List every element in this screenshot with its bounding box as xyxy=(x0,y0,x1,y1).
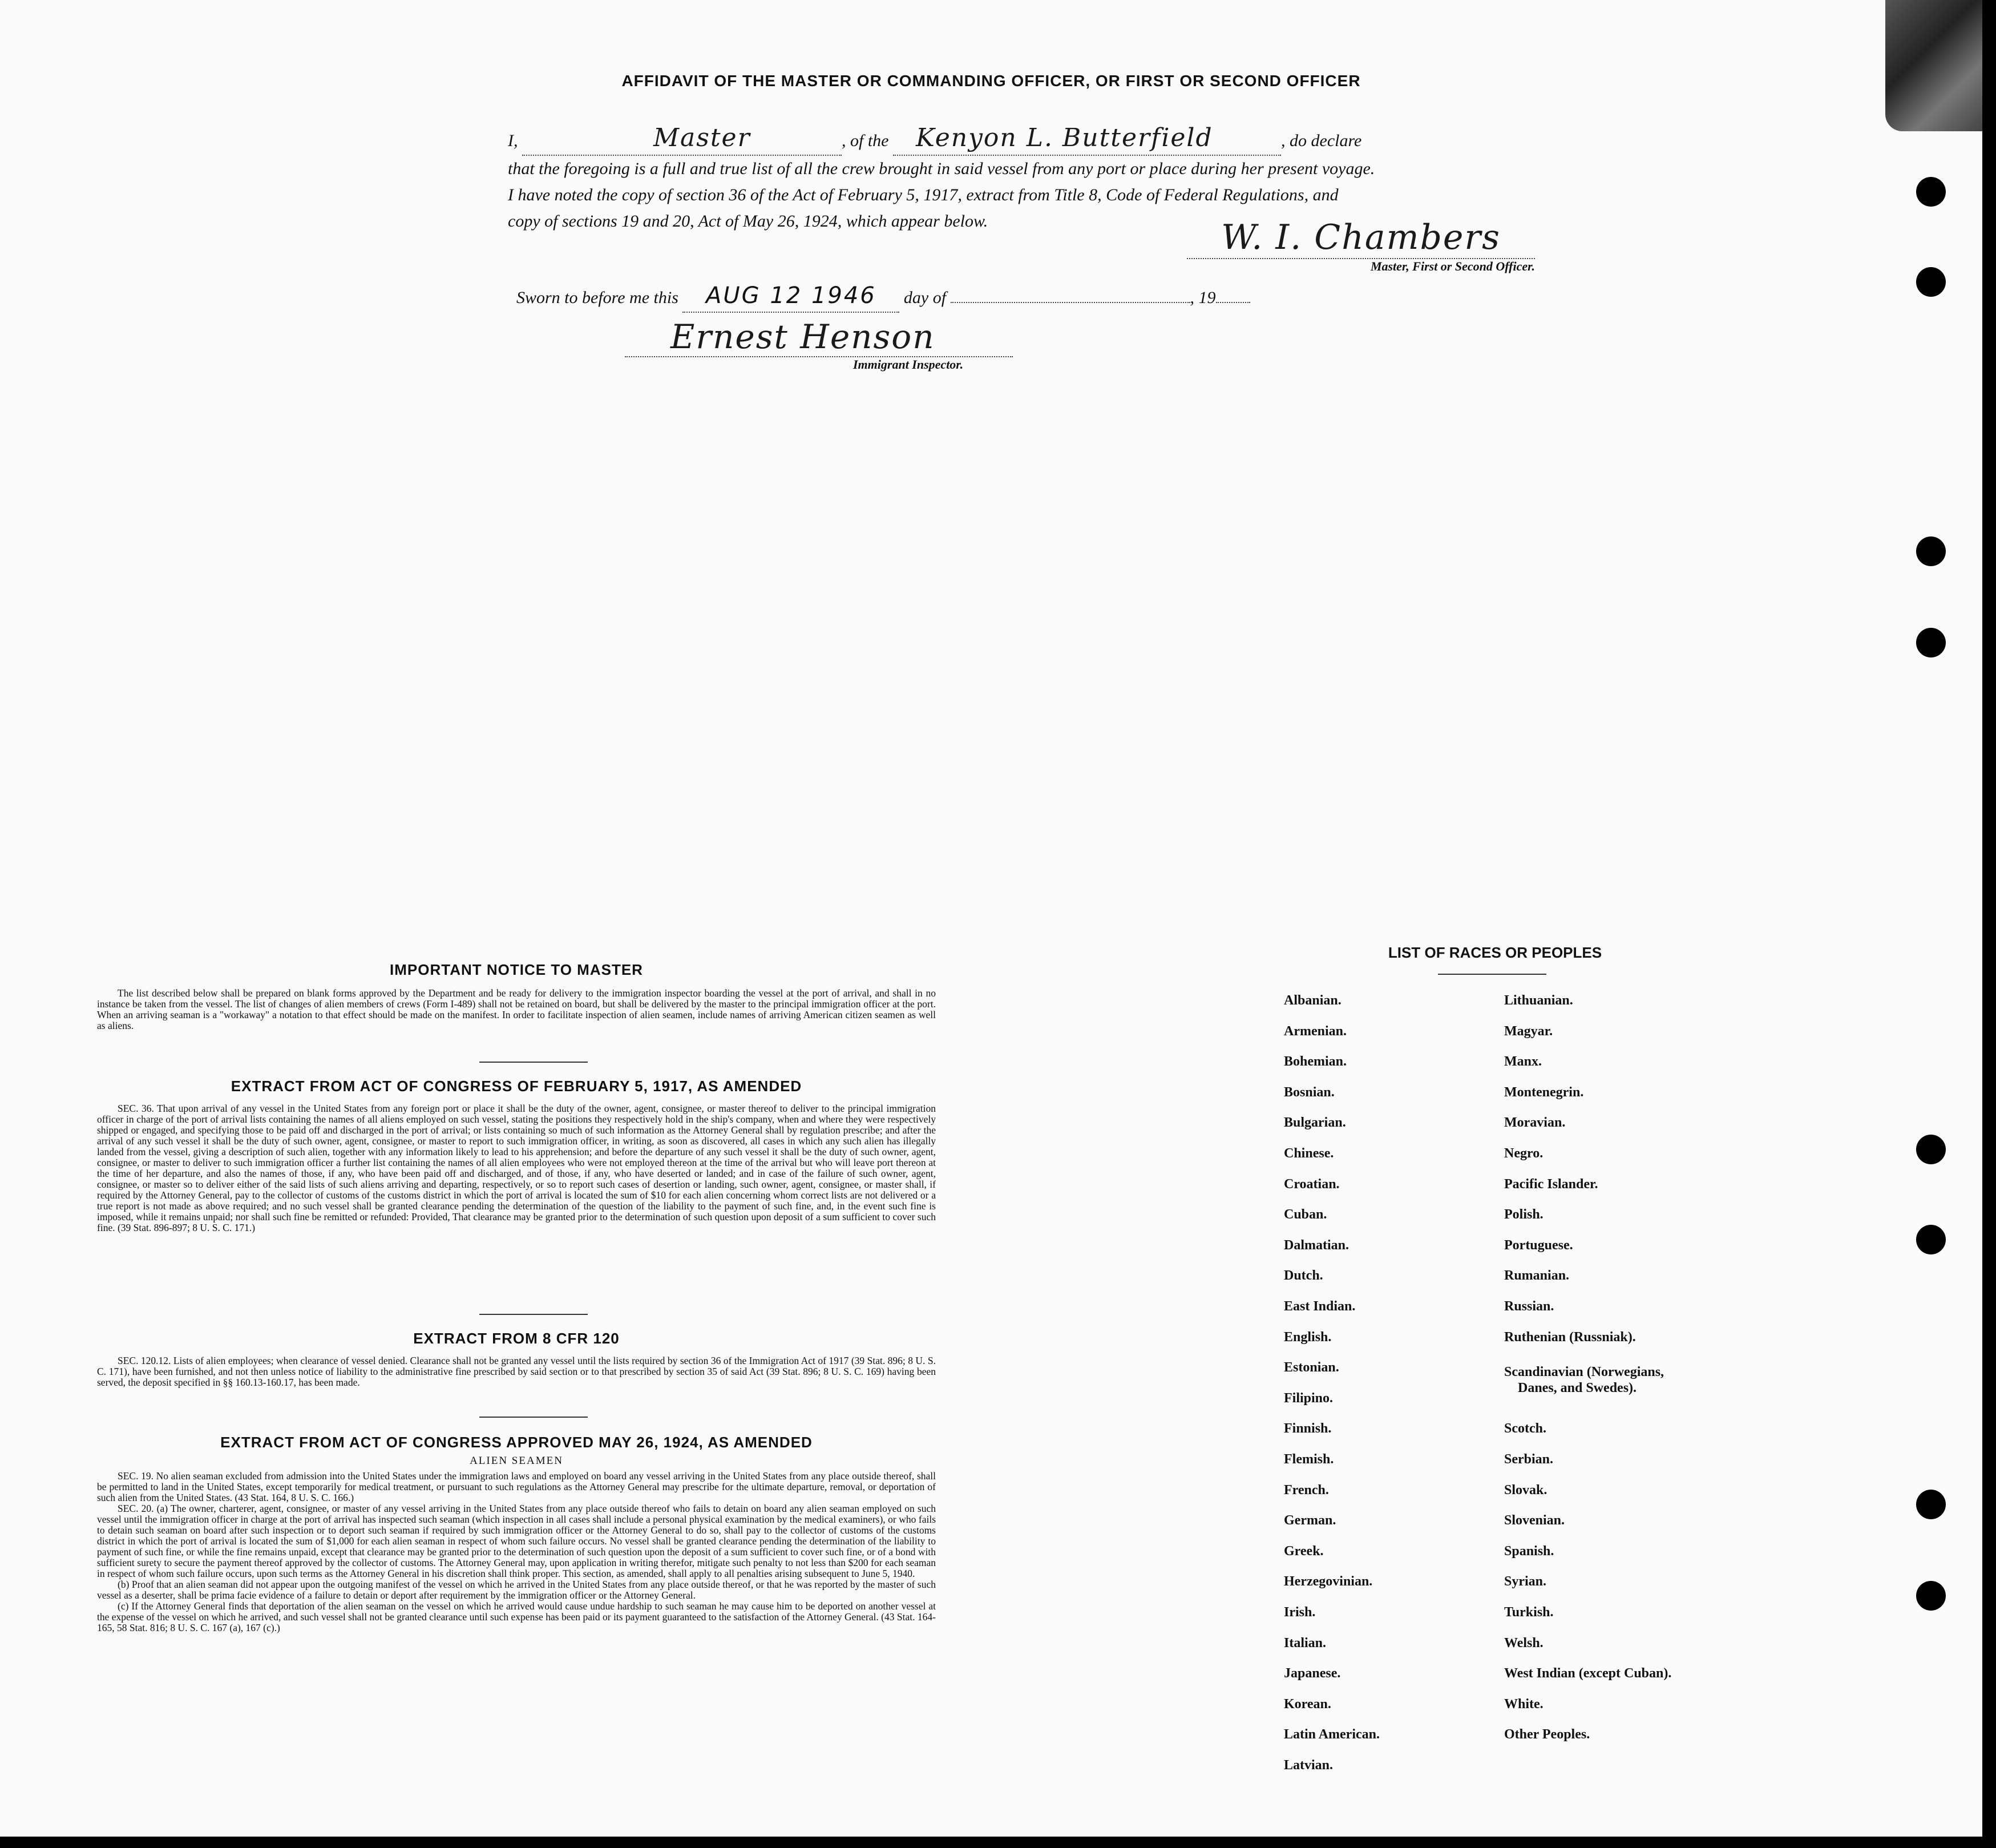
race-item: Latin American. xyxy=(1284,1727,1380,1742)
sworn-year-label: , 19 xyxy=(1190,288,1216,307)
race-item: Greek. xyxy=(1284,1543,1324,1559)
race-item: Cuban. xyxy=(1284,1207,1327,1222)
race-item: Montenegrin. xyxy=(1504,1084,1584,1100)
date-stamp: AUG 12 1946 xyxy=(705,283,876,309)
race-item: West Indian (except Cuban). xyxy=(1504,1666,1672,1681)
race-item: Slovenian. xyxy=(1504,1513,1565,1528)
rank-field xyxy=(522,124,842,156)
extract-1924-section xyxy=(97,1434,936,1633)
extract-1917-text: SEC. 36. That upon arrival of any vessel in the United States from any foreign port or place it shall be the duty of the owner, agent, consignee, or master thereof to deliver to the principal immigration officer in charge of the port of arrival lists containing the names of all aliens employed on such vessel, stating the positions they respectively hold in the ship's company, when and where they were respectively shipped or engaged, and specifying those to be paid off and discharged in the port of arrival; or lists containing so much of such information as the Attorney General shall by regulation prescribe; and after the arrival of any such vessel it shall be the duty of such owner, agent, consignee, or master to report to such immigration officer, in writing, as soon as discovered, all cases in which any such alien has illegally landed from the vessel, giving a description of such alien, together with any information likely to lead to his apprehension; and before the departure of any such vessel it shall be the duty of such owner, agent, consignee, or master to deliver to such immigration officer a further list containing the names of all alien employees who were not employed thereon at the time of the arrival but who will leave port thereon at the time of her departure, and also the names of those, if any, who have been paid off and discharged, and of those, if any, who have deserted or landed; and in case of the failure of such owner, agent, consignee, or master so to deliver either of the said lists of such aliens arriving and departing, respectively, or so to report such cases of desertion or landing, such owner, agent, consignee, or master shall, if required by the Attorney General, pay to the collector of customs of the customs district in which the port of arrival is located the sum of $10 for each alien concerning whom correct lists are not delivered or a true report is not made as above required; and no such vessel shall be granted clearance pending the determination of the question of the liability to the payment of such fine, and, in the event such fine is imposed, while it remains unpaid; nor shall such fine be remitted or refunded: Provided, That clearance may be granted prior to the determination of such question upon deposit of a sum sufficient to cover such fine. (39 Stat. 896-897; 8 U. S. C. 171.) xyxy=(97,1103,936,1233)
extract-1924-title: EXTRACT FROM ACT OF CONGRESS APPROVED MAY 26, 1924, AS AMENDED xyxy=(220,1434,813,1451)
master-signature-block xyxy=(1187,217,1535,274)
race-item: Filipino. xyxy=(1284,1390,1334,1406)
affidavit-line-1 xyxy=(508,124,1552,156)
punch-hole xyxy=(1916,1581,1946,1611)
race-item: Italian. xyxy=(1284,1635,1327,1651)
race-item: Manx. xyxy=(1504,1054,1542,1070)
notice-title: IMPORTANT NOTICE TO MASTER xyxy=(390,961,643,978)
extract-1917-title: EXTRACT FROM ACT OF CONGRESS OF FEBRUARY 5, 1917, AS AMENDED xyxy=(231,1078,802,1095)
master-caption: Master, First or Second Officer. xyxy=(1370,259,1535,273)
race-item: Welsh. xyxy=(1504,1635,1544,1651)
extract-1917-section xyxy=(97,1078,936,1233)
sworn-day-of: day of xyxy=(903,288,947,307)
race-item: Latvian. xyxy=(1284,1758,1334,1773)
race-item: Bosnian. xyxy=(1284,1084,1335,1100)
race-item: Turkish. xyxy=(1504,1605,1554,1620)
race-item: Croatian. xyxy=(1284,1176,1340,1192)
races-title: LIST OF RACES OR PEOPLES xyxy=(1388,944,1602,961)
race-item: Herzegovinian. xyxy=(1284,1574,1373,1589)
race-item: German. xyxy=(1284,1513,1336,1528)
race-item: Danes, and Swedes). xyxy=(1518,1381,1637,1396)
race-item: White. xyxy=(1504,1696,1544,1712)
race-item: Japanese. xyxy=(1284,1666,1341,1681)
race-item: Dalmatian. xyxy=(1284,1237,1349,1253)
inspector-caption: Immigrant Inspector. xyxy=(853,357,964,372)
sworn-month-field xyxy=(951,302,1190,303)
sworn-label: Sworn to before me this xyxy=(516,288,678,307)
race-item: Syrian. xyxy=(1504,1574,1547,1589)
race-item: Bohemian. xyxy=(1284,1054,1347,1070)
affidavit-of-the: , of the xyxy=(842,131,889,150)
race-item: Lithuanian. xyxy=(1504,993,1573,1008)
race-item: Portuguese. xyxy=(1504,1237,1573,1253)
punch-hole xyxy=(1916,536,1946,566)
race-item: Armenian. xyxy=(1284,1023,1347,1039)
race-item: Chinese. xyxy=(1284,1146,1334,1161)
race-item: Polish. xyxy=(1504,1207,1544,1222)
notice-text: The list described below shall be prepared on blank forms approved by the Department and be ready for delivery to the immigration inspector boarding the vessel at the port of arrival, and shall in no instance be taken from the vessel. The list of changes of alien members of crews (Form I-489) shall not be retained on board, but shall be delivered by the master to the principal immigration officer at the port. When an arriving seaman is a "workaway" a notation to that effect should be made on the manifest. In order to facilitate inspection of alien seamen, include names of arriving American citizen seamen as well as aliens. xyxy=(97,987,936,1031)
affidavit-i: I, xyxy=(508,131,518,150)
race-item: French. xyxy=(1284,1482,1329,1498)
affidavit-line-3: I have noted the copy of section 36 of the Act of February 5, 1917, extract from Title 8, Code of Federal Regulations, and xyxy=(508,185,1339,204)
race-item: Moravian. xyxy=(1504,1115,1566,1131)
extract-cfr-text: SEC. 120.12. Lists of alien employees; when clearance of vessel denied. Clearance shall not be granted any vessel until the lists required by section 36 of the Immigration Act of 1917 (39 Stat. 896; 8 U. S. C. 171), have been furnished, and not then unless notice of liability to the administrative fine prescribed by said section or to that prescribed by section 35 of said Act (39 Stat. 896; 8 U. S. C. 169) having been served, the deposit specified in §§ 160.13-160.17, has been made. xyxy=(97,1355,936,1388)
extract-1924-sec20a: SEC. 20. (a) The owner, charterer, agent, consignee, or master of any vessel arriving in the United States from any place outside thereof who fails to detain on board any alien seaman employed on such vessel until the immigration officer in charge at the port of arrival has inspected such seaman (which inspection in all cases shall include a personal physical examination by the medical examiners), or who fails to detain such seaman on board after such inspection or to deport such seaman if required by such immigration officer or the Attorney General to do so, shall pay to the collector of customs of the customs district in which the port of arrival is located the sum of $1,000 for each alien seaman in respect of whom such failure occurs. No vessel shall be granted clearance pending the determination of the liability to payment of such fine, or while the fine remains unpaid, except that clearance may be granted prior to the determination of such question upon the deposit of a sum sufficient to cover such fine, or of a bond with sufficient surety to secure the payment thereof approved by the collector of customs. The Attorney General may, upon application in writing therefor, mitigate such penalty to not less than $200 for each seaman in respect of whom such failure occurs, upon such terms as the Attorney General in his discretion shall think proper. This section, as amended, shall apply to all penalties arising subsequent to June 5, 1940. xyxy=(97,1503,936,1579)
race-item: Scandinavian (Norwegians, xyxy=(1504,1365,1664,1380)
punch-hole xyxy=(1916,177,1946,207)
inspector-signature-block xyxy=(625,317,1013,372)
punch-hole xyxy=(1916,628,1946,657)
inspector-signature: Ernest Henson xyxy=(625,317,1013,357)
sworn-line xyxy=(516,282,1561,313)
vessel-field xyxy=(893,124,1281,156)
affidavit-title: AFFIDAVIT OF THE MASTER OR COMMANDING OFFICER, OR FIRST OR SECOND OFFICER xyxy=(621,72,1361,90)
race-item: Estonian. xyxy=(1284,1360,1339,1375)
race-item: Slovak. xyxy=(1504,1482,1547,1498)
punch-hole xyxy=(1916,1490,1946,1519)
punch-hole xyxy=(1916,267,1946,297)
race-item: English. xyxy=(1284,1329,1332,1345)
extract-1924-sec20b: (b) Proof that an alien seaman did not appear upon the outgoing manifest of the vessel on which he arrived in the United States from any place outside thereof, or that he was reported by the master of such vessel as a deserter, shall be prima facie evidence of a failure to detain or deport after requirement by the immigration officer or the Attorney General. xyxy=(97,1579,936,1601)
race-item: Korean. xyxy=(1284,1696,1331,1712)
race-item: Other Peoples. xyxy=(1504,1727,1590,1742)
divider xyxy=(479,1062,588,1063)
divider xyxy=(479,1417,588,1418)
race-item: Finnish. xyxy=(1284,1421,1332,1437)
race-item: Pacific Islander. xyxy=(1504,1176,1598,1192)
rank-handwritten: Master xyxy=(653,123,751,152)
race-item: Magyar. xyxy=(1504,1023,1553,1039)
race-item: Russian. xyxy=(1504,1299,1554,1314)
race-item: Albanian. xyxy=(1284,993,1342,1008)
race-item: Ruthenian (Russniak). xyxy=(1504,1329,1636,1345)
vessel-name-handwritten: Kenyon L. Butterfield xyxy=(916,123,1213,152)
race-item: Flemish. xyxy=(1284,1452,1334,1467)
race-item: Spanish. xyxy=(1504,1543,1554,1559)
divider xyxy=(479,1314,588,1315)
extract-cfr-title: EXTRACT FROM 8 CFR 120 xyxy=(413,1330,620,1347)
extract-1924-sec20c: (c) If the Attorney General finds that deportation of the alien seaman on the vessel on which he arrived would cause undue hardship to such seaman he may cause him to be deported on another vessel at the expense of the vessel on which he arrived, and such vessel shall not be granted clearance until such expense has been paid or its payment guaranteed to the satisfaction of the Attorney General. (43 Stat. 164-165, 58 Stat. 816; 8 U. S. C. 167 (a), 167 (c).) xyxy=(97,1600,936,1633)
extract-cfr-section xyxy=(97,1330,936,1388)
race-item: East Indian. xyxy=(1284,1299,1356,1314)
affidavit-line-4: copy of sections 19 and 20, Act of May 26, 1924, which appear below. xyxy=(508,212,988,231)
affidavit-declare: , do declare xyxy=(1281,131,1362,150)
race-item: Negro. xyxy=(1504,1146,1544,1161)
race-item: Scotch. xyxy=(1504,1421,1546,1437)
sworn-date-field xyxy=(682,282,899,313)
race-item: Dutch. xyxy=(1284,1268,1323,1284)
race-item: Rumanian. xyxy=(1504,1268,1570,1284)
extract-1924-sec19: SEC. 19. No alien seaman excluded from admission into the United States under the immigration laws and employed on board any vessel arriving in the United States from any place outside thereof, shall be permitted to land in the United States, except temporarily for medical treatment, or pursuant to such regulations as the Attorney General may prescribe for the ultimate departure, removal, or deportation of such alien from the United States. (43 Stat. 164, 8 U. S. C. 166.) xyxy=(97,1470,936,1503)
notice-section xyxy=(97,961,936,1031)
race-item: Bulgarian. xyxy=(1284,1115,1346,1131)
sworn-year-field xyxy=(1216,302,1250,303)
punch-hole xyxy=(1916,1135,1946,1164)
race-item: Irish. xyxy=(1284,1605,1316,1620)
divider xyxy=(1438,974,1546,975)
alien-seamen-subtitle: ALIEN SEAMEN xyxy=(470,1455,563,1467)
punch-hole xyxy=(1916,1225,1946,1254)
master-signature: W. I. Chambers xyxy=(1187,217,1535,259)
affidavit-line-2: that the foregoing is a full and true list of all the crew brought in said vessel from any port or place during her present voyage. xyxy=(508,159,1375,178)
torn-corner xyxy=(1885,0,1982,131)
race-item: Serbian. xyxy=(1504,1452,1554,1467)
